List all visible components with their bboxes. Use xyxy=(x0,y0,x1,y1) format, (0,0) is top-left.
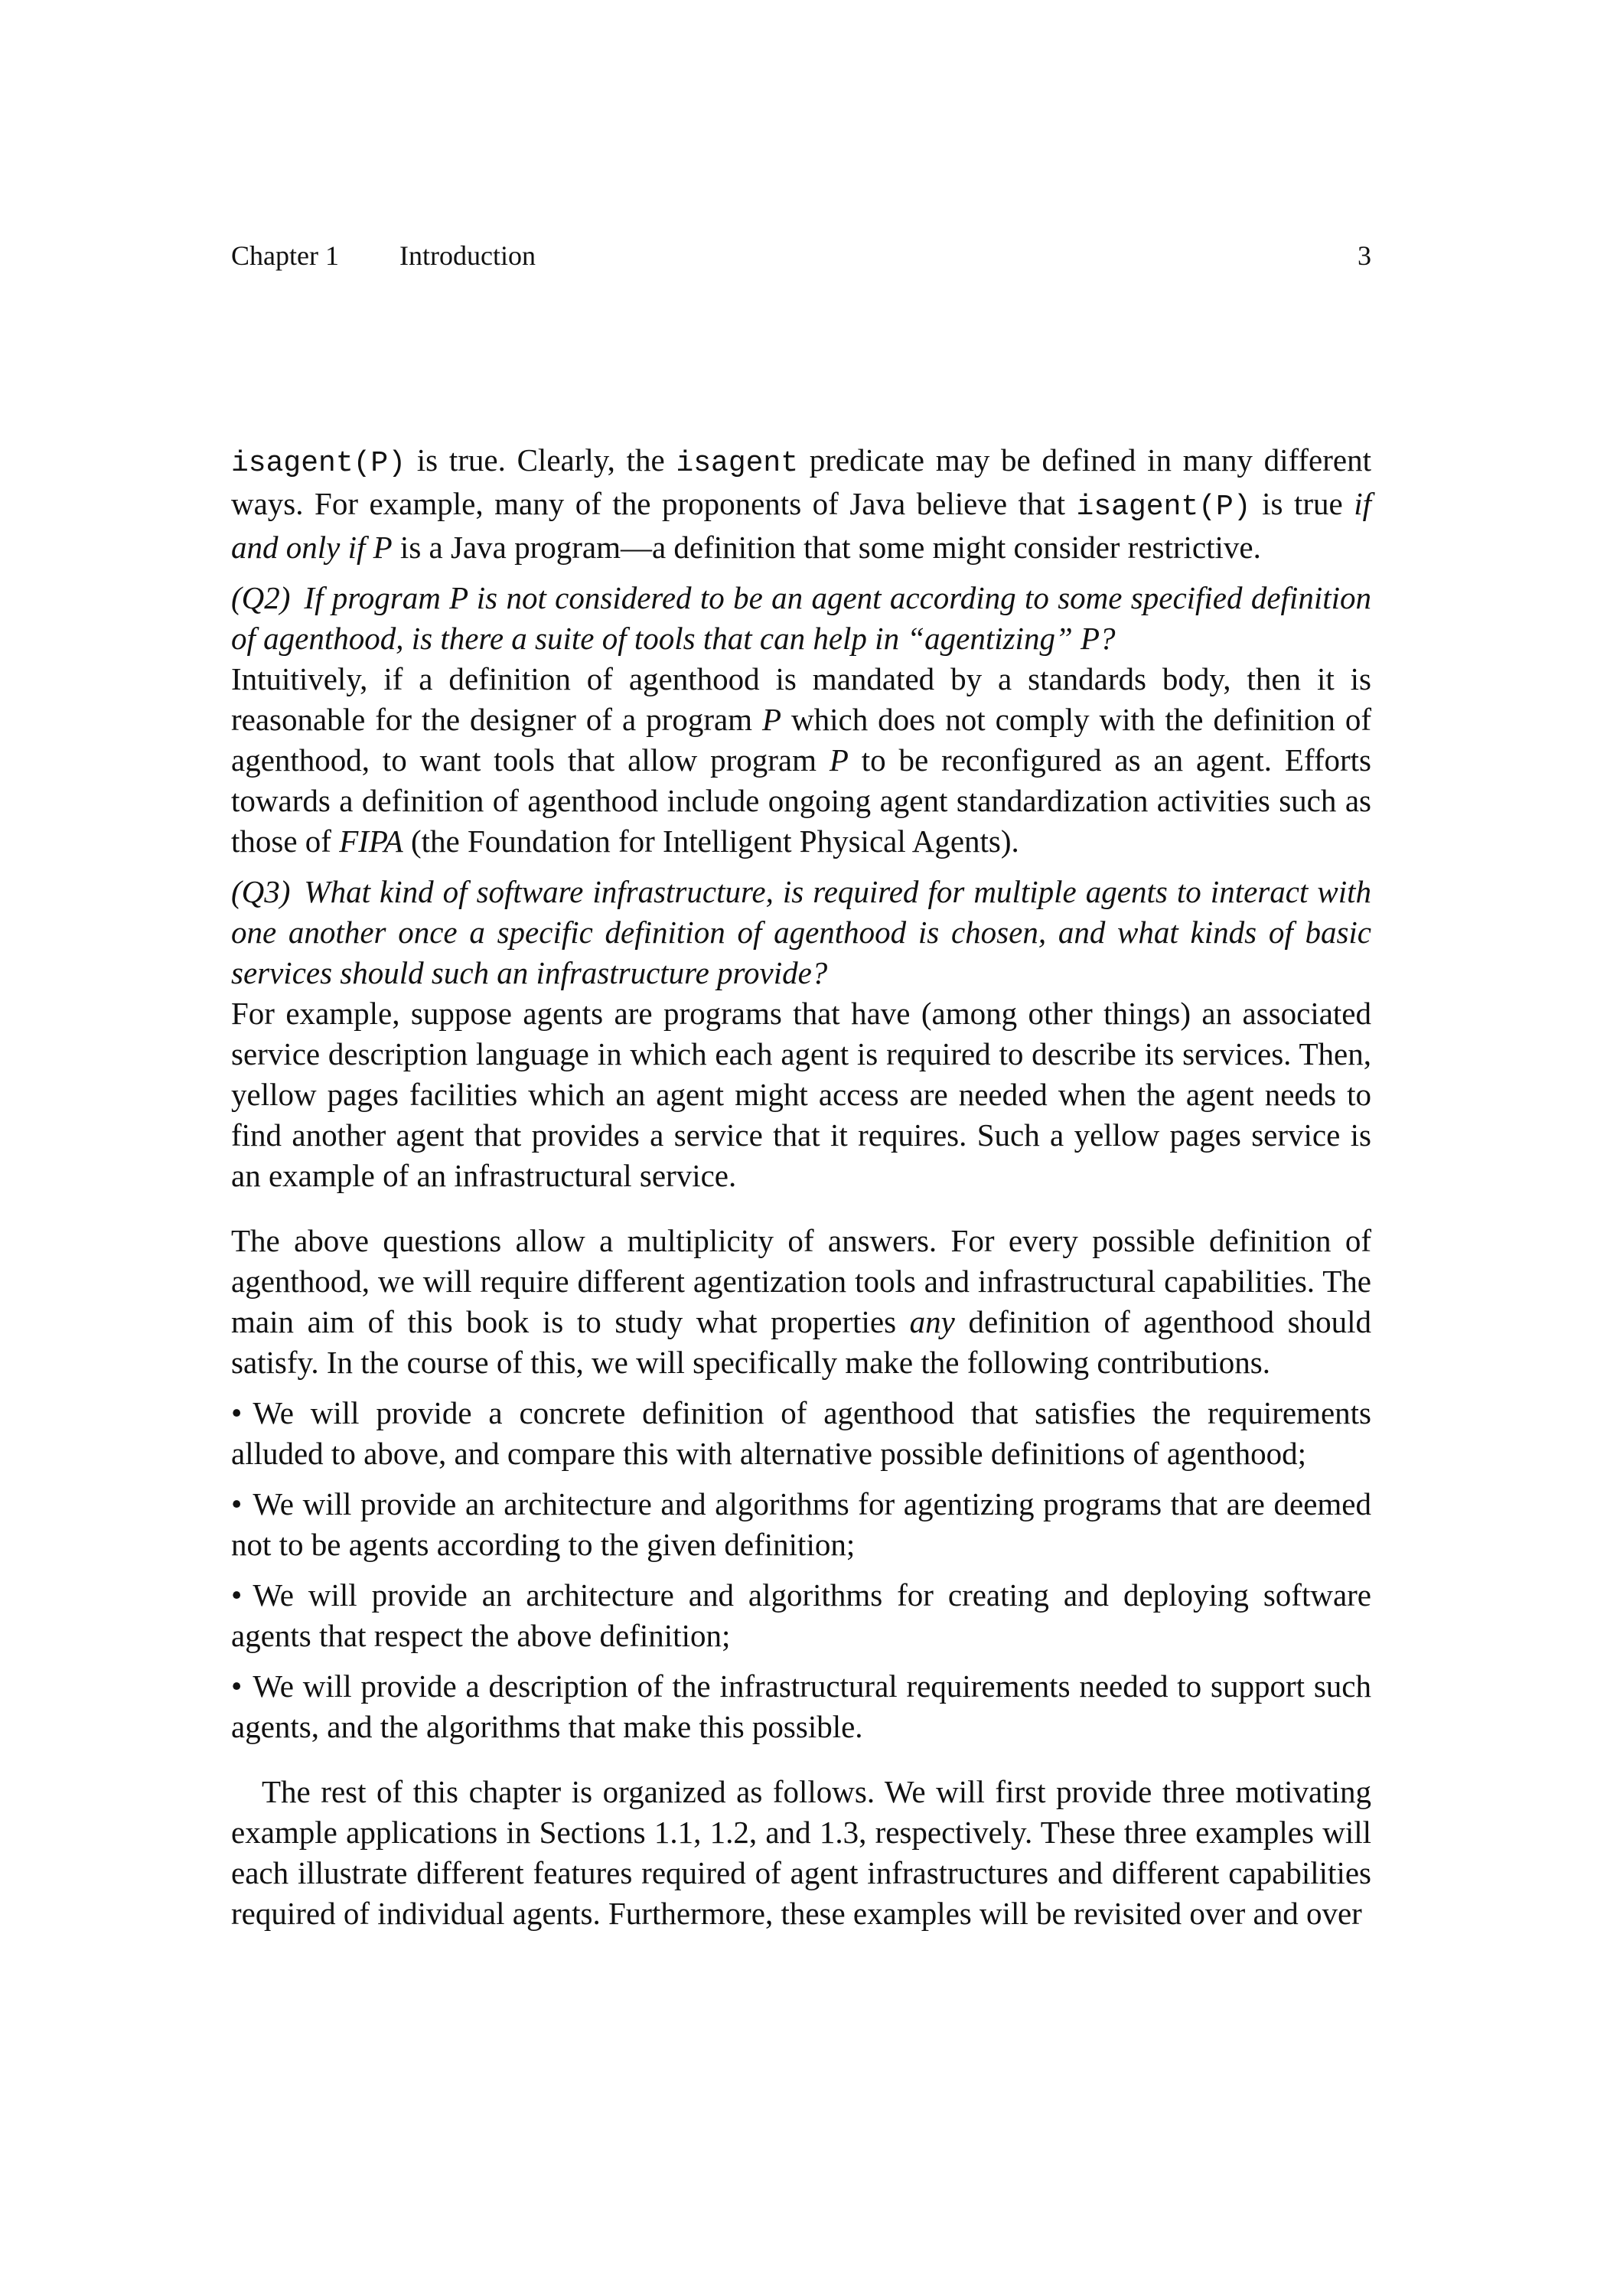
paragraph-chapter-outline: The rest of this chapter is organized as follows. We will first provide three motivating example applications in Sections 1.1, 1.2, and 1.3, respectively. These three examples will each illustrate different features required of agent infrastructures and different capabilities required of individual agents. Furthermore, these examples will be revisited over and over xyxy=(231,1774,1371,1931)
question-q3 xyxy=(231,872,1371,993)
list-item: • We will provide an architecture and algorithms for creating and deploying software agents that respect the above definition; xyxy=(231,1577,1371,1653)
paragraph-yellow-pages: For example, suppose agents are programs that have (among other things) an associated service description language in which each agent is required to describe its services. Then, yellow pages facilities which an agent might access are needed when the agent needs to find another agent that provides a service that it requires. Such a yellow pages service is an example of an infrastructural service. xyxy=(231,996,1371,1193)
code-isagent-p: isagent(P) xyxy=(231,447,406,480)
bullet-marker: • xyxy=(231,1577,243,1613)
question-text: What kind of software infrastructure, is required for multiple agents to interact with one another once a specific definition of agenthood is chosen, and what kinds of basic services should such an infrastructure provide? xyxy=(231,874,1371,990)
question-label: (Q3) xyxy=(231,874,291,909)
list-item: • We will provide a description of the infrastructural requirements needed to support such agents, and the algorithms that make this possible. xyxy=(231,1668,1371,1744)
bullet-marker: • xyxy=(231,1486,243,1521)
question-text: If program P is not considered to be an agent according to some specified definition of agenthood, is there a suite of tools that can help in “agentizing” P? xyxy=(231,580,1371,656)
emphasis-any: any xyxy=(909,1304,955,1339)
page-number: 3 xyxy=(1358,240,1371,271)
bullet-marker: • xyxy=(231,1668,243,1704)
code-isagent-p-2: isagent(P) xyxy=(1076,491,1251,523)
chapter-label: Chapter 1 xyxy=(231,240,339,271)
fipa-acronym: FIPA xyxy=(339,823,403,859)
paragraph-contributions-intro: The above questions allow a multiplicity of answers. For every possible definition of agenthood, we will require different agentization tools and infrastructural capabilities. The main aim of this book is to study what properties any definition of agenthood should satisfy. In the course of this, we will specifically make the following contributions. xyxy=(231,1223,1371,1380)
paragraph-agentizing: Intuitively, if a definition of agenthood is mandated by a standards body, then it is reasonable for the designer of a program P which does not comply with the definition of agenthood, to want tools that allow program P to be reconfigured as an agent. Efforts towards a definition of agenthood include ongoing agent standardization activities such as those of FIPA (the Foundation for Intelligent Physical Agents). xyxy=(231,661,1372,859)
paragraph-isagent: isagent(P) is true. Clearly, the isagent predicate may be defined in many different ways. For example, many of the proponents of Java believe that isagent(P) is true if and only if P is a Java program—a definition that some might consider restrictive. xyxy=(231,442,1371,565)
page-body xyxy=(231,440,1371,1934)
code-isagent: isagent xyxy=(676,447,799,480)
emphasis-iff: if and only if P xyxy=(231,486,1371,565)
question-q2 xyxy=(231,578,1371,659)
section-title: Introduction xyxy=(399,240,536,271)
list-item: • We will provide an architecture and algorithms for agentizing programs that are deemed not to be agents according to the given definition; xyxy=(231,1486,1371,1562)
bullet-marker: • xyxy=(231,1395,243,1430)
question-label: (Q2) xyxy=(231,580,291,615)
list-item: • We will provide a concrete definition of agenthood that satisfies the requirements alluded to above, and compare this with alternative possible definitions of agenthood; xyxy=(231,1395,1371,1471)
